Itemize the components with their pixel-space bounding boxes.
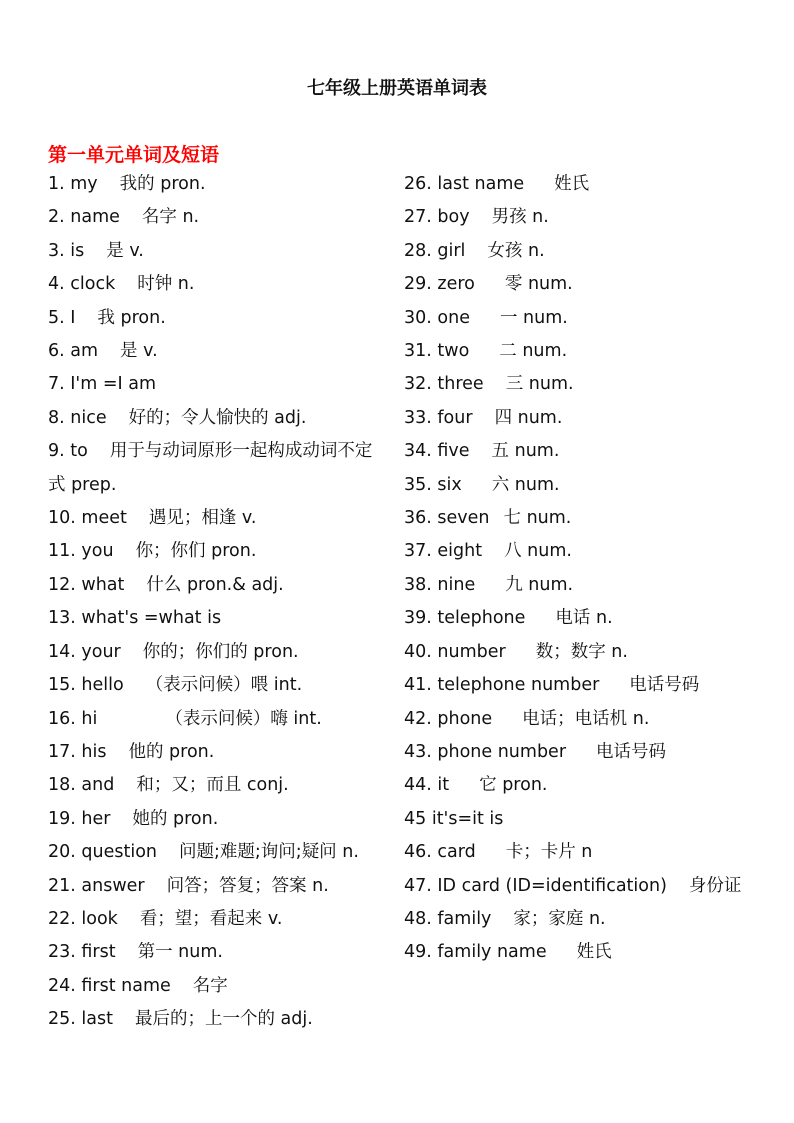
list-item — [48, 769, 388, 802]
entry-meaning: 用于与动词原形一起构成动词不定式 prep. — [48, 441, 373, 495]
entry-term: 5. I — [48, 307, 76, 328]
list-item — [404, 736, 750, 769]
list-item — [404, 569, 750, 602]
list-item — [404, 235, 750, 268]
list-item — [404, 201, 750, 234]
list-item — [48, 636, 388, 669]
list-item — [404, 368, 750, 401]
entry-meaning: 看；望；看起来 v. — [139, 908, 283, 929]
entry-term: 45 it's=it is — [404, 808, 504, 829]
entry-term: 23. first — [48, 942, 116, 963]
list-item — [48, 268, 388, 301]
list-item — [48, 736, 388, 769]
entry-meaning: 电话 n. — [555, 608, 613, 629]
list-item — [48, 368, 388, 401]
entry-meaning: 五 num. — [491, 441, 560, 462]
list-item — [404, 669, 750, 702]
entry-meaning: 零 num. — [504, 274, 573, 295]
list-item — [48, 201, 388, 234]
list-item — [404, 903, 750, 936]
entry-meaning: 什么 pron.& adj. — [146, 574, 284, 595]
list-item — [48, 669, 388, 702]
entry-term: 26. last name — [404, 174, 525, 194]
entry-meaning: 时钟 n. — [137, 274, 195, 295]
list-item — [48, 535, 388, 568]
list-item — [404, 602, 750, 635]
entry-term: 34. five — [404, 441, 470, 462]
section-heading: 第一单元单词及短语 — [48, 144, 220, 166]
entry-term: 16. hi — [48, 708, 98, 729]
list-item — [48, 803, 388, 836]
entry-meaning: 我的 pron. — [119, 174, 206, 194]
entry-term: 19. her — [48, 808, 111, 829]
entry-term: 11. you — [48, 541, 114, 562]
entry-meaning: 遇见；相逢 v. — [148, 508, 257, 529]
entry-meaning: 姓氏 — [576, 942, 612, 963]
entry-term: 12. what — [48, 574, 125, 595]
entry-term: 30. one — [404, 307, 470, 328]
list-item — [404, 636, 750, 669]
entry-term: 37. eight — [404, 541, 483, 562]
vocab-list-right — [404, 168, 750, 970]
list-item — [48, 1003, 388, 1036]
entry-meaning: 六 num. — [491, 474, 560, 495]
entry-meaning: 一 num. — [499, 307, 568, 328]
list-item — [48, 402, 388, 435]
entry-meaning: 三 num. — [505, 374, 574, 395]
entry-term: 29. zero — [404, 274, 475, 295]
entry-term: 22. look — [48, 908, 118, 929]
entry-term: 49. family name — [404, 942, 547, 963]
entry-term: 39. telephone — [404, 608, 526, 629]
entry-meaning: 和；又；而且 conj. — [136, 775, 289, 796]
entry-term: 6. am — [48, 341, 99, 362]
entry-meaning: 它 pron. — [479, 775, 548, 796]
entry-meaning: 是 v. — [120, 341, 158, 362]
entry-meaning: 电话；电话机 n. — [522, 708, 650, 729]
entry-term: 10. meet — [48, 508, 127, 529]
entry-meaning: 家；家庭 n. — [513, 908, 606, 929]
list-item — [48, 703, 388, 736]
list-item — [404, 469, 750, 502]
list-item — [48, 335, 388, 368]
entry-meaning: （表示问候）嗨 int. — [165, 708, 322, 729]
entry-term: 36. seven — [404, 508, 490, 529]
entry-term: 46. card — [404, 842, 476, 863]
entry-meaning: 你的；你们的 pron. — [142, 641, 299, 662]
entry-meaning: 四 num. — [494, 407, 563, 428]
list-item — [48, 235, 388, 268]
entry-term: 21. answer — [48, 875, 145, 896]
entry-meaning: 名字 — [192, 975, 228, 996]
list-item — [404, 435, 750, 468]
list-item — [404, 535, 750, 568]
list-item — [404, 502, 750, 535]
entry-meaning: 男孩 n. — [491, 207, 549, 228]
entry-term: 9. to — [48, 441, 88, 462]
list-item — [404, 870, 750, 903]
entry-term: 44. it — [404, 775, 450, 796]
list-item — [404, 769, 750, 802]
entry-meaning: 名字 n. — [141, 207, 200, 228]
entry-meaning: 好的；令人愉快的 adj. — [128, 407, 307, 428]
entry-term: 42. phone — [404, 708, 493, 729]
entry-meaning: 电话号码 — [596, 741, 667, 762]
list-item — [404, 335, 750, 368]
entry-term: 32. three — [404, 374, 484, 395]
entry-meaning: 问题;难题;询问;疑问 n. — [179, 842, 359, 863]
list-item — [48, 435, 388, 502]
list-item — [48, 502, 388, 535]
entry-term: 4. clock — [48, 274, 116, 295]
entry-term: 15. hello — [48, 675, 124, 696]
list-item — [404, 803, 750, 836]
list-item — [48, 602, 388, 635]
entry-term: 35. six — [404, 474, 462, 495]
entry-term: 33. four — [404, 407, 473, 428]
entry-term: 20. question — [48, 842, 157, 863]
entry-meaning: 姓氏 — [554, 174, 590, 194]
vocab-list-left — [48, 168, 388, 1037]
entry-meaning: （表示问候）喂 int. — [145, 675, 303, 696]
entry-term: 31. two — [404, 341, 470, 362]
entry-term: 28. girl — [404, 240, 466, 261]
entry-meaning: 最后的；上一个的 adj. — [134, 1009, 313, 1030]
entry-meaning: 是 v. — [106, 240, 144, 261]
entry-meaning: 身份证 — [688, 875, 742, 896]
list-item — [404, 703, 750, 736]
entry-meaning: 数；数字 n. — [535, 641, 628, 662]
entry-meaning: 她的 pron. — [132, 808, 219, 829]
document-title: 七年级上册英语单词表 — [307, 78, 487, 99]
entry-meaning: 九 num. — [505, 574, 574, 595]
list-item — [48, 936, 388, 969]
list-item — [404, 402, 750, 435]
entry-meaning: 卡；卡片 n — [505, 842, 593, 863]
entry-term: 48. family — [404, 908, 492, 929]
list-item — [48, 870, 388, 903]
list-item — [48, 903, 388, 936]
entry-term: 47. ID card (ID=identification) — [404, 875, 667, 896]
entry-term: 8. nice — [48, 407, 107, 428]
list-item — [48, 302, 388, 335]
list-item — [404, 836, 750, 869]
entry-term: 38. nine — [404, 574, 476, 595]
entry-meaning: 问答；答复；答案 n. — [166, 875, 329, 896]
entry-term: 18. and — [48, 775, 115, 796]
entry-meaning: 我 pron. — [97, 307, 166, 328]
entry-term: 14. your — [48, 641, 121, 662]
entry-meaning: 八 num. — [504, 541, 572, 562]
entry-meaning: 二 num. — [499, 341, 568, 362]
list-item — [404, 302, 750, 335]
entry-term: 27. boy — [404, 207, 470, 228]
entry-meaning: 电话号码 — [629, 675, 700, 696]
list-item — [404, 936, 750, 969]
entry-term: 43. phone number — [404, 741, 567, 762]
entry-term: 40. number — [404, 641, 506, 662]
list-item — [48, 569, 388, 602]
entry-term: 1. my — [48, 174, 98, 194]
list-item — [48, 836, 388, 869]
entry-meaning: 你；你们 pron. — [135, 541, 257, 562]
entry-meaning: 第一 num. — [137, 942, 223, 963]
list-item — [404, 268, 750, 301]
list-item — [48, 168, 388, 201]
entry-term: 2. name — [48, 207, 120, 228]
entry-term: 25. last — [48, 1009, 113, 1030]
entry-term: 41. telephone number — [404, 675, 600, 696]
entry-term: 3. is — [48, 240, 85, 261]
entry-meaning: 他的 pron. — [128, 741, 215, 762]
entry-term: 7. I'm =I am — [48, 374, 156, 395]
entry-term: 13. what's =what is — [48, 608, 222, 629]
entry-term: 24. first name — [48, 975, 171, 996]
list-item — [48, 970, 388, 1003]
list-item — [404, 168, 750, 201]
entry-term: 17. his — [48, 741, 107, 762]
entry-meaning: 女孩 n. — [487, 240, 545, 261]
entry-meaning: 七 num. — [503, 508, 572, 529]
